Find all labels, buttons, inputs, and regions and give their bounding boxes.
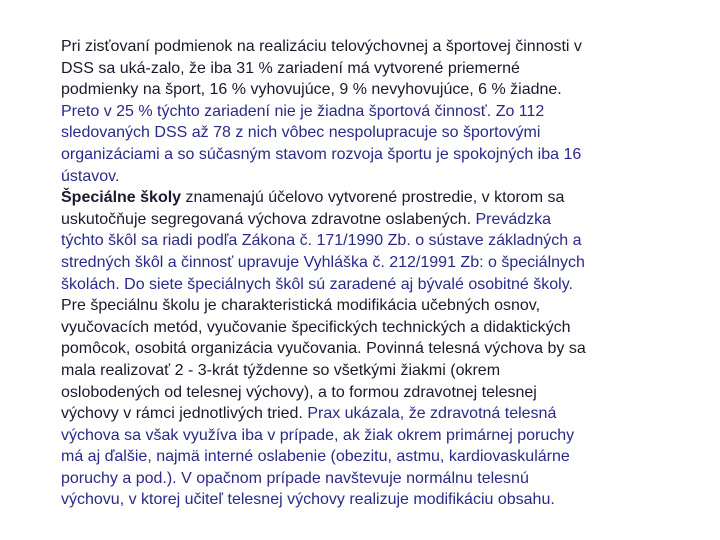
paragraph-2-line: školách. Do siete špeciálnych škôl sú zaradené aj bývalé osobitné školy. [61, 275, 573, 293]
paragraph-2-line: týchto škôl sa riadi podľa Zákona č. 171/1990 Zb. o sústave základných a [61, 232, 582, 250]
paragraph-2-line: pomôcok, osobitá organizácia vyučovania. Povinná telesná výchova by sa [61, 340, 586, 358]
paragraph-2-line: výchovu, v ktorej učiteľ telesnej výchovy realizuje modifikáciu obsahu. [61, 491, 555, 509]
paragraph-2-line: mala realizovať 2 - 3-krát týždenne so všetkými žiakmi (okrem [61, 361, 501, 379]
text-segment-highlight: Prax ukázala, že zdravotná telesná [307, 405, 557, 423]
paragraph-2-line [61, 209, 661, 231]
paragraph-1-line: Pri zisťovaní podmienok na realizáciu telovýchovnej a športovej činnosti v [61, 38, 582, 55]
paragraph-2-line: poruchy a pod.). V opačnom prípade navštevuje normálnu telesnú [61, 469, 529, 487]
paragraph-1-line: sledovaných DSS až 78 z nich vôbec nespolupracuje so športovými [61, 124, 541, 142]
text-segment: uskutočňuje segregovaná výchova zdravotne oslabených. [61, 210, 476, 228]
paragraph-1-line: podmienky na šport, 16 % vyhovujúce, 9 % nevyhovujúce, 6 % žiadne. [61, 81, 562, 99]
paragraph-2-line: vyučovacích metód, vyučovanie špecifických technických a didaktických [61, 318, 571, 336]
paragraph-1-line: DSS sa uká-zalo, že iba 31 % zariadení má vytvorené priemerné [61, 59, 520, 77]
text-segment: výchovy v rámci jednotlivých tried. [61, 405, 308, 423]
paragraph-2-line [61, 403, 661, 425]
paragraph-2-line: Pre špeciálnu školu je charakteristická modifikácia učebných osnov, [61, 297, 541, 315]
paragraph-2-line: oslobodených od telesnej výchovy), a to formou zdravotnej telesnej [61, 383, 537, 401]
paragraph-1-line: ústavov. [61, 167, 120, 185]
text-block [61, 36, 661, 511]
paragraph-2-line: výchova sa však využíva iba v prípade, ak žiak okrem primárnej poruchy [61, 426, 575, 444]
paragraph-2-heading-line [61, 187, 661, 209]
section-heading: Špeciálne školy [61, 189, 182, 207]
paragraph-1-line: organizáciami a so súčasným stavom rozvoja športu je spokojných iba 16 [61, 145, 582, 163]
paragraph-2-line: má aj ďalšie, najmä interné oslabenie (obezitu, astmu, kardiovaskulárne [61, 448, 570, 466]
paragraph-1-line: Preto v 25 % týchto zariadení nie je žiadna športová činnosť. Zo 112 [61, 102, 545, 120]
heading-continuation: znamenajú účelovo vytvorené prostredie, v ktorom sa [181, 189, 565, 207]
text-segment-highlight: Prevádzka [475, 210, 552, 228]
paragraph-2-line: stredných škôl a činnosť upravuje Vyhláška č. 212/1991 Zb: o špeciálnych [61, 253, 585, 271]
